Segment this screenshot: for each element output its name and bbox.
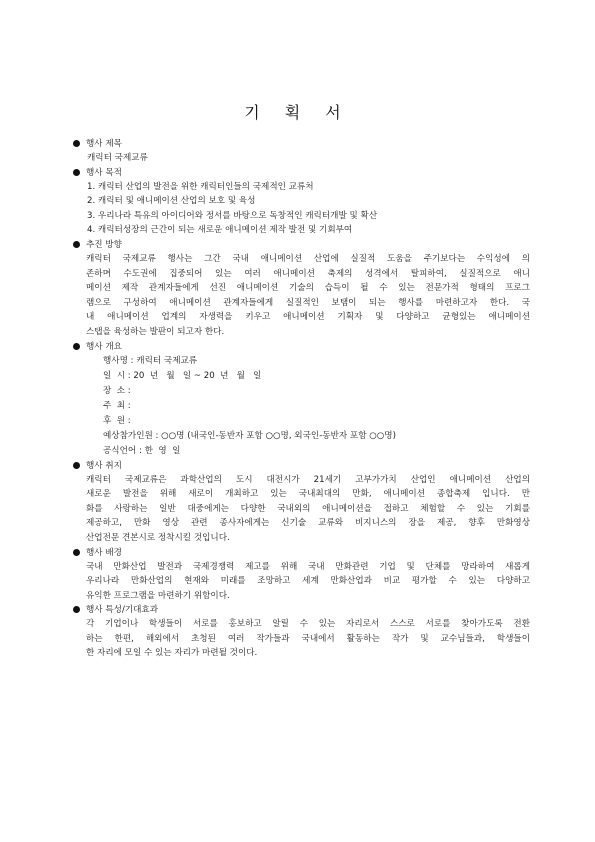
section-heading-intent: 행사 취지 [70, 459, 530, 473]
list-item: 3. 우리나라 특유의 아이디어와 정서를 바탕으로 독창적인 캐릭터개발 및 확산 [87, 210, 378, 221]
text-line: 새로운 발전을 위해 새로이 개최하고 있는 국내최대의 만화, 애니메이션 종합축제 입니다. 만 [86, 489, 530, 500]
text-line: 우리나라 만화산업의 현재와 미래를 조망하고 세계 만화산업과 비교 평가할 수 있는 다양하고 [86, 576, 530, 587]
field-date: 일 시 : 20 년 월 일 ~ 20 년 월 일 [103, 370, 262, 381]
section-body-direction [70, 252, 530, 340]
section-heading-event-title: 행사 제목 [70, 137, 530, 151]
section-body-event-title [70, 151, 530, 166]
text-line: 제공하고, 만화 영상 관련 종사자에게는 신기술 교류와 비지니스의 장을 제공, 향후 만화영상 [86, 518, 530, 529]
field-sponsor: 후 원 : [103, 415, 131, 426]
section-heading-purpose: 행사 목적 [70, 166, 530, 180]
section-body-purpose [70, 180, 530, 238]
text-line: 하는 한편, 해외에서 초청된 여러 작가들과 국내에서 활동하는 작가 및 교수님들과, 학생들이 [86, 633, 530, 644]
text-line: 램으로 구성하여 애니메이션 관계자들에게 실질적인 보탬이 되는 행사를 마련하고자 한다. 국 [86, 297, 530, 308]
list-item: 2. 캐릭터 및 애니메이션 산업의 보호 및 육성 [87, 196, 256, 207]
field-expected-attendance: 예상참가인원 : ○○명 (내국인-동반자 포함 ○○명, 외국인-동반자 포함 ○○명) [103, 430, 396, 441]
text-line: 각 기업이나 학생들이 서로를 홍보하고 알릴 수 있는 자리로서 스스로 서로를 찾아가도록 전환 [86, 619, 530, 630]
text-line: 한 자리에 모일 수 있는 자리가 마련될 것이다. [86, 648, 258, 659]
bullet-icon [73, 462, 80, 469]
bullet-icon [73, 241, 80, 248]
text-line: 국내 만화산업 발전과 국제경쟁력 제고를 위해 국내 만화관련 기업 및 단체를 망라하여 새롭게 [86, 561, 530, 572]
text-line: 메이션 제작 관계자들에게 선진 애니메이션 기술의 습득이 될 수 있는 전문가적 형태의 프로그 [86, 283, 530, 294]
bullet-icon [73, 169, 80, 176]
list-item: 1. 캐릭터 산업의 발전을 위한 캐릭터인들의 국제적인 교류처 [87, 181, 314, 192]
section-body-background [70, 560, 530, 604]
bullet-icon [73, 606, 80, 613]
text-line: 산업전문 견본시로 정착시킬 것입니다. [86, 532, 230, 543]
text-line: 캐릭터 국제교류 [87, 153, 148, 163]
section-heading-expected-effects: 행사 특성/기대효과 [70, 603, 530, 617]
field-venue: 장 소 : [103, 385, 131, 396]
section-body-expected-effects [70, 617, 530, 661]
document-title: 기 획 서 [244, 103, 351, 122]
bullet-icon [73, 549, 80, 556]
field-official-language: 공식언어 : 한 영 일 [103, 445, 181, 456]
section-heading-background: 행사 배경 [70, 546, 530, 560]
text-line: 캐릭터 국제교류은 과학산업의 도시 대전시가 21세기 고부가가치 산업인 애니메이션 산업의 [86, 474, 530, 485]
section-heading-direction: 추진 방향 [70, 238, 530, 252]
section-body-overview [70, 354, 530, 459]
bullet-icon [73, 343, 80, 350]
text-line: 유익한 프로그램을 마련하기 위함이다. [86, 590, 230, 601]
section-heading-overview: 행사 개요 [70, 340, 530, 354]
document-body [70, 137, 530, 661]
list-item: 4. 캐릭터성장의 근간이 되는 새로운 애니메이션 제작 발전 및 기회부여 [87, 225, 353, 236]
text-line: 캐릭터 국제교류 행사는 그간 국내 애니메이션 산업에 실질적 도움을 주기보다는 수익성에 의 [86, 253, 530, 264]
section-body-intent [70, 473, 530, 546]
text-line: 내 애니메이션 업계의 자생력을 키우고 애니메이션 기획자 및 다양하고 균형있는 애니메이션 [86, 312, 530, 323]
text-line: 화를 사랑하는 일반 대중에게는 다양한 국내외의 애니메이션을 접하고 체험할 수 있는 기회를 [86, 503, 530, 514]
text-line: 존하며 수도권에 집중되어 있는 여러 애니메이션 축제의 성격에서 탈피하여, 실질적으로 애니 [86, 268, 530, 279]
text-line: 스탭을 육성하는 발판이 되고자 한다. [86, 326, 225, 337]
bullet-icon [73, 140, 80, 147]
field-host: 주 최 : [103, 400, 131, 411]
field-event-name: 행사명 : 캐릭터 국제교류 [103, 355, 198, 366]
